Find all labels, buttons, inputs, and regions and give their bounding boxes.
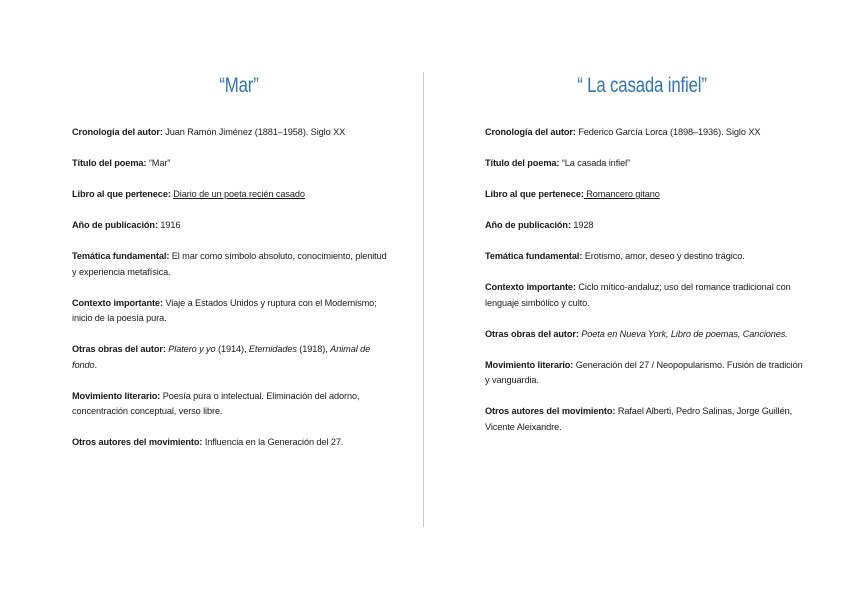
right-anio-field: Año de publicación: 1928 <box>485 220 594 230</box>
right-poem-fields <box>485 125 805 451</box>
column-divider <box>423 72 424 527</box>
field-label: Contexto importante <box>72 297 160 308</box>
field-label: Movimiento literario <box>72 390 158 401</box>
right-titulo-field: Título del poema: “La casada infiel” <box>485 158 630 168</box>
field-label: Libro al que pertenece <box>72 189 168 199</box>
field-value: 1928 <box>573 220 594 230</box>
work-title: Platero y yo <box>168 344 216 354</box>
right-contexto-field: Contexto importante: Ciclo mítico-andaluz; uso del romance tradicional con lenguaje simbólico y culto. <box>485 282 791 308</box>
field-value: “La casada infiel” <box>561 158 630 168</box>
field-label: Libro al que pertenece <box>485 189 581 199</box>
field-value: Diario de un poeta recién casado <box>173 189 305 199</box>
field-label: Otras obras del autor <box>485 328 576 339</box>
field-value: Juan Ramón Jiménez (1881–1958). Siglo XX <box>165 127 346 137</box>
field-value: Viaje a Estados Unidos y ruptura con el Modernismo; inicio de la poesía pura. <box>72 297 377 323</box>
left-libro-field: Libro al que pertenece: Diario de un poeta recién casado <box>72 189 305 199</box>
right-libro-field: Libro al que pertenece: Romancero gitano <box>485 189 660 199</box>
field-value: El mar como símbolo absoluto, conocimiento, plenitud y experiencia metafísica. <box>72 251 387 277</box>
field-value: Influencia en la Generación del 27. <box>204 437 344 447</box>
work-year: (1918), <box>299 344 331 354</box>
left-contexto-field: Contexto importante: Viaje a Estados Unidos y ruptura con el Modernismo; inicio de la poesía pura. <box>72 297 377 323</box>
field-label: Otras obras del autor <box>72 344 163 354</box>
field-value: Erotismo, amor, deseo y destino trágico. <box>584 251 745 261</box>
field-value: Ciclo mítico-andaluz; uso del romance tradicional con lenguaje simbólico y culto. <box>485 282 791 308</box>
field-label: Año de publicación <box>485 220 568 230</box>
field-label: Temática fundamental <box>485 251 580 261</box>
field-value: Rafael Alberti, Pedro Salinas, Jorge Guillén, Vicente Aleixandre. <box>485 406 793 432</box>
field-value: Generación del 27 / Neopopularismo. Fusión de tradición y vanguardia. <box>485 359 803 385</box>
field-label: Otros autores del movimiento <box>72 437 200 447</box>
left-poem-fields <box>72 125 392 466</box>
work-year: (1914), <box>218 344 249 354</box>
field-value: Romancero gitano <box>583 189 660 199</box>
left-otras-obras-field: Otras obras del autor: Platero y yo (1914), Eternidades (1918), Animal de fondo. <box>72 344 371 370</box>
field-label: Cronología del autor <box>72 127 160 137</box>
right-movimiento-field: Movimiento literario: Generación del 27 / Neopopularismo. Fusión de tradición y vanguardia. <box>485 359 803 385</box>
right-cronologia-field: Cronología del autor: Federico García Lorca (1898–1936). Siglo XX <box>485 127 761 137</box>
field-label: Cronología del autor <box>485 127 573 137</box>
left-movimiento-field: Movimiento literario: Poesía pura o intelectual. Eliminación del adorno, concentración conceptual, verso libre. <box>72 390 360 416</box>
field-label: Título del poema <box>485 158 557 168</box>
right-otras-obras-field: Otras obras del autor: Poeta en Nueva York, Libro de poemas, Canciones. <box>485 328 788 339</box>
field-value: “Mar” <box>148 158 171 168</box>
field-label: Temática fundamental <box>72 251 167 261</box>
left-anio-field: Año de publicación: 1916 <box>72 220 181 230</box>
field-label: Año de publicación <box>72 220 155 230</box>
field-label: Título del poema <box>72 158 144 168</box>
left-otros-autores-field: Otros autores del movimiento: Influencia en la Generación del 27. <box>72 437 344 447</box>
field-value: Federico García Lorca (1898–1936). Siglo XX <box>578 127 761 137</box>
field-label: Movimiento literario <box>485 359 571 370</box>
work-title: Animal de fondo <box>72 344 371 370</box>
left-titulo-field: Título del poema: “Mar” <box>72 158 171 168</box>
field-label: Contexto importante <box>485 282 573 292</box>
field-label: Otros autores del movimiento <box>485 406 613 416</box>
work-end: . <box>94 359 97 370</box>
left-poem-title: “Mar” <box>219 74 259 97</box>
work-title: Eternidades <box>248 344 297 354</box>
right-otros-autores-field: Otros autores del movimiento: Rafael Alberti, Pedro Salinas, Jorge Guillén, Vicente Aleixandre. <box>485 406 793 432</box>
left-tematica-field: Temática fundamental: El mar como símbolo absoluto, conocimiento, plenitud y experiencia metafísica. <box>72 251 387 277</box>
right-tematica-field: Temática fundamental: Erotismo, amor, deseo y destino trágico. <box>485 251 745 261</box>
field-value: 1916 <box>160 220 181 230</box>
field-value: Poesía pura o intelectual. Eliminación del adorno, concentración conceptual, verso libre. <box>72 390 360 416</box>
right-poem-title: “ La casada infiel” <box>577 74 707 97</box>
field-value: Poeta en Nueva York, Libro de poemas, Canciones. <box>581 328 788 339</box>
left-cronologia-field: Cronología del autor: Juan Ramón Jiménez (1881–1958). Siglo XX <box>72 127 346 137</box>
